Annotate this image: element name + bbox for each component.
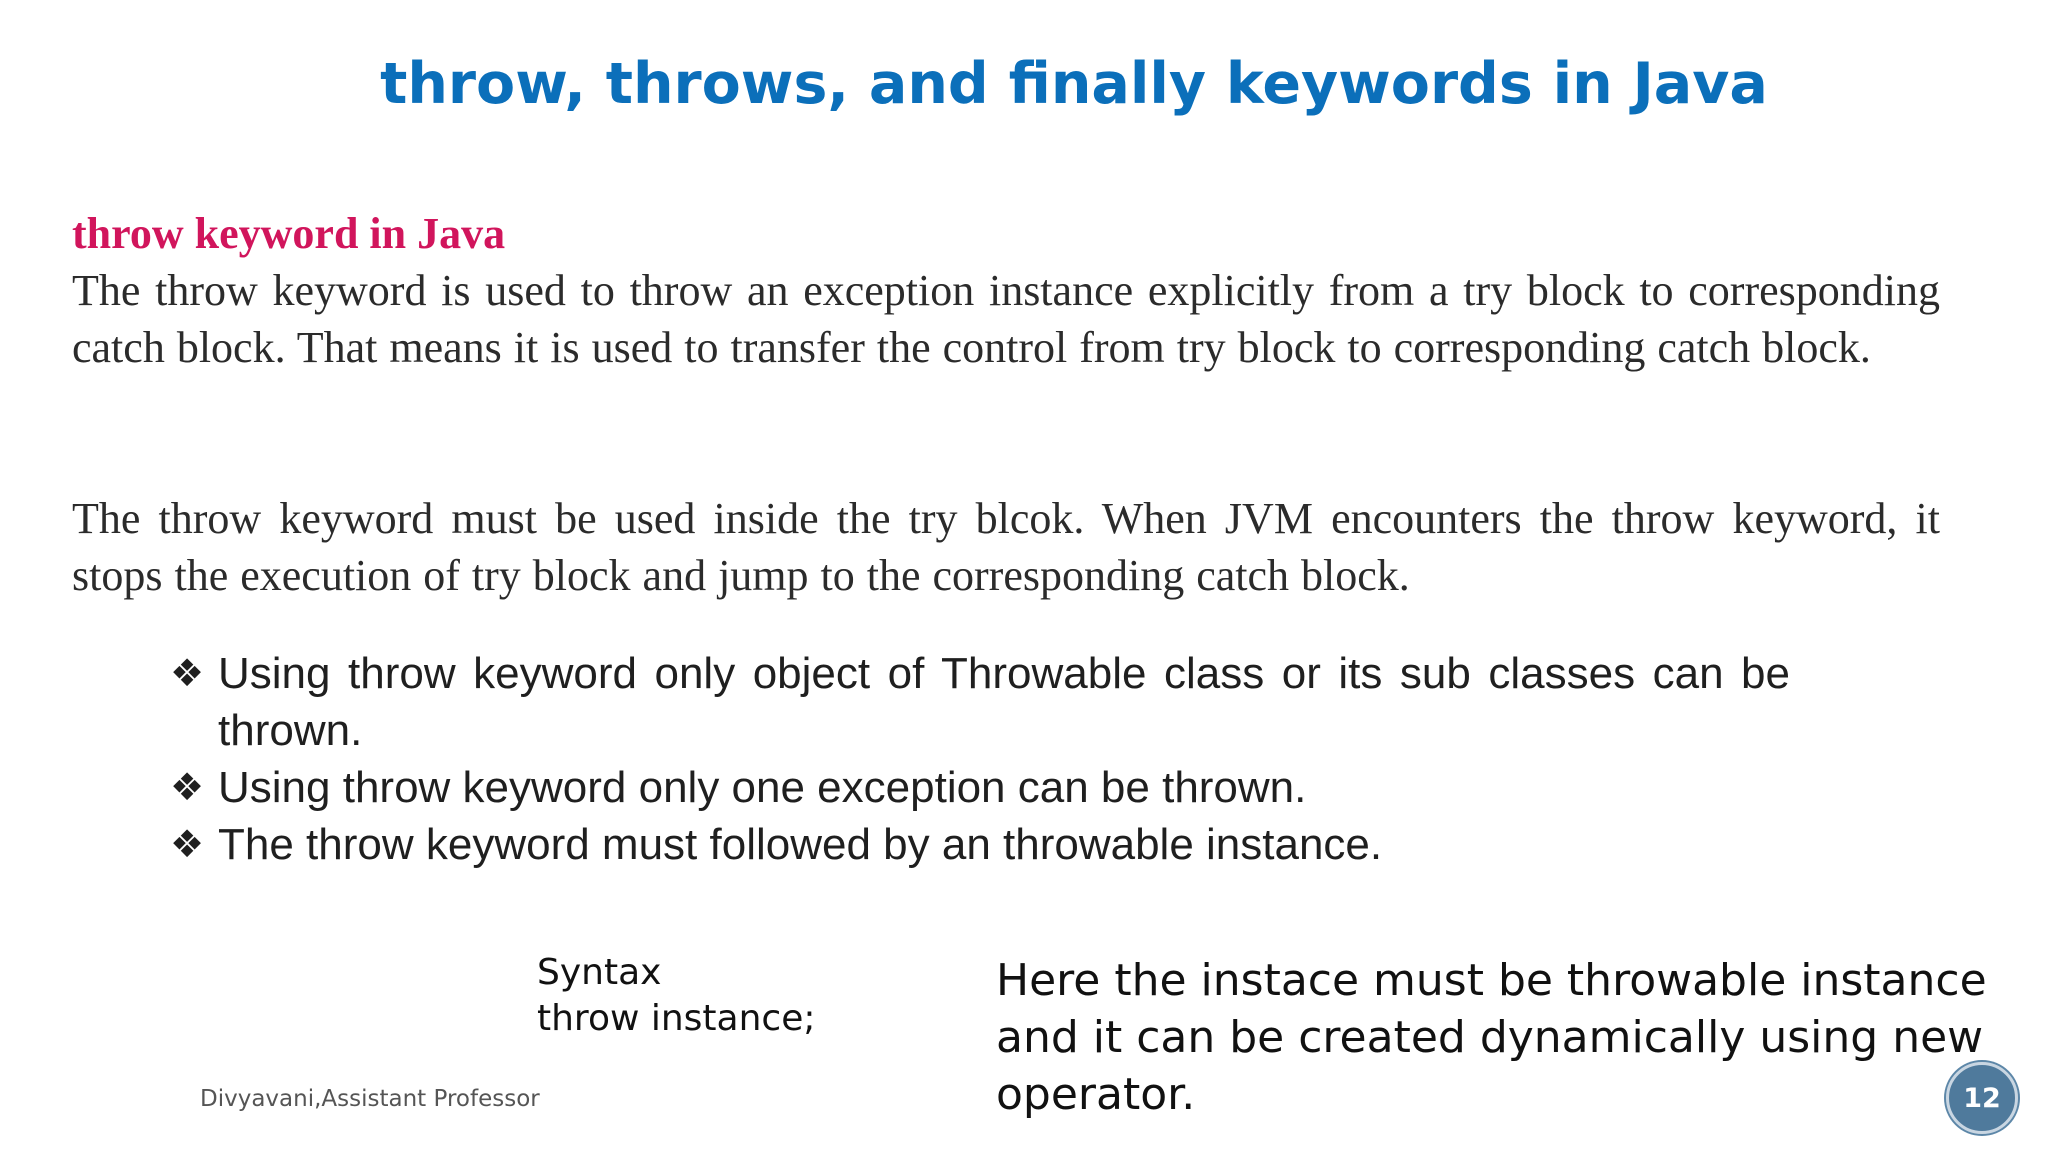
footer-author: Divyavani,Assistant Professor bbox=[200, 1086, 540, 1112]
diamond-bullet-icon: ❖ bbox=[170, 651, 205, 695]
bullet-text: The throw keyword must followed by an throwable instance. bbox=[218, 820, 1383, 869]
bullet-item bbox=[170, 816, 1790, 873]
page-number: 12 bbox=[1963, 1082, 2001, 1114]
bullet-list bbox=[170, 645, 1790, 873]
bullet-item bbox=[170, 645, 1790, 759]
bullet-text: Using throw keyword only object of Throwable class or its sub classes can be thrown. bbox=[218, 649, 1790, 755]
paragraph-definition: The throw keyword is used to throw an exception instance explicitly from a try block to corresponding catch block. That means it is used to transfer the control from try block to corresponding catch block. bbox=[72, 266, 1940, 372]
paragraph-usage: The throw keyword must be used inside the try blcok. When JVM encounters the throw keyword, it stops the execution of try block and jump to the corresponding catch block. bbox=[72, 494, 1940, 600]
syntax-block bbox=[537, 950, 816, 1042]
bullet-item bbox=[170, 759, 1790, 816]
syntax-note: Here the instace must be throwable instance and it can be created dynamically using new operator. bbox=[996, 955, 1987, 1120]
bullet-text: Using throw keyword only one exception can be thrown. bbox=[218, 763, 1307, 812]
diamond-bullet-icon: ❖ bbox=[170, 822, 205, 866]
section-heading: throw keyword in Java bbox=[72, 209, 506, 258]
slide-title: throw, throws, and finally keywords in Java bbox=[380, 51, 1768, 117]
syntax-code: throw instance; bbox=[537, 998, 816, 1039]
page-number-badge bbox=[1946, 1062, 2018, 1134]
syntax-label: Syntax bbox=[537, 952, 662, 993]
diamond-bullet-icon: ❖ bbox=[170, 765, 205, 809]
